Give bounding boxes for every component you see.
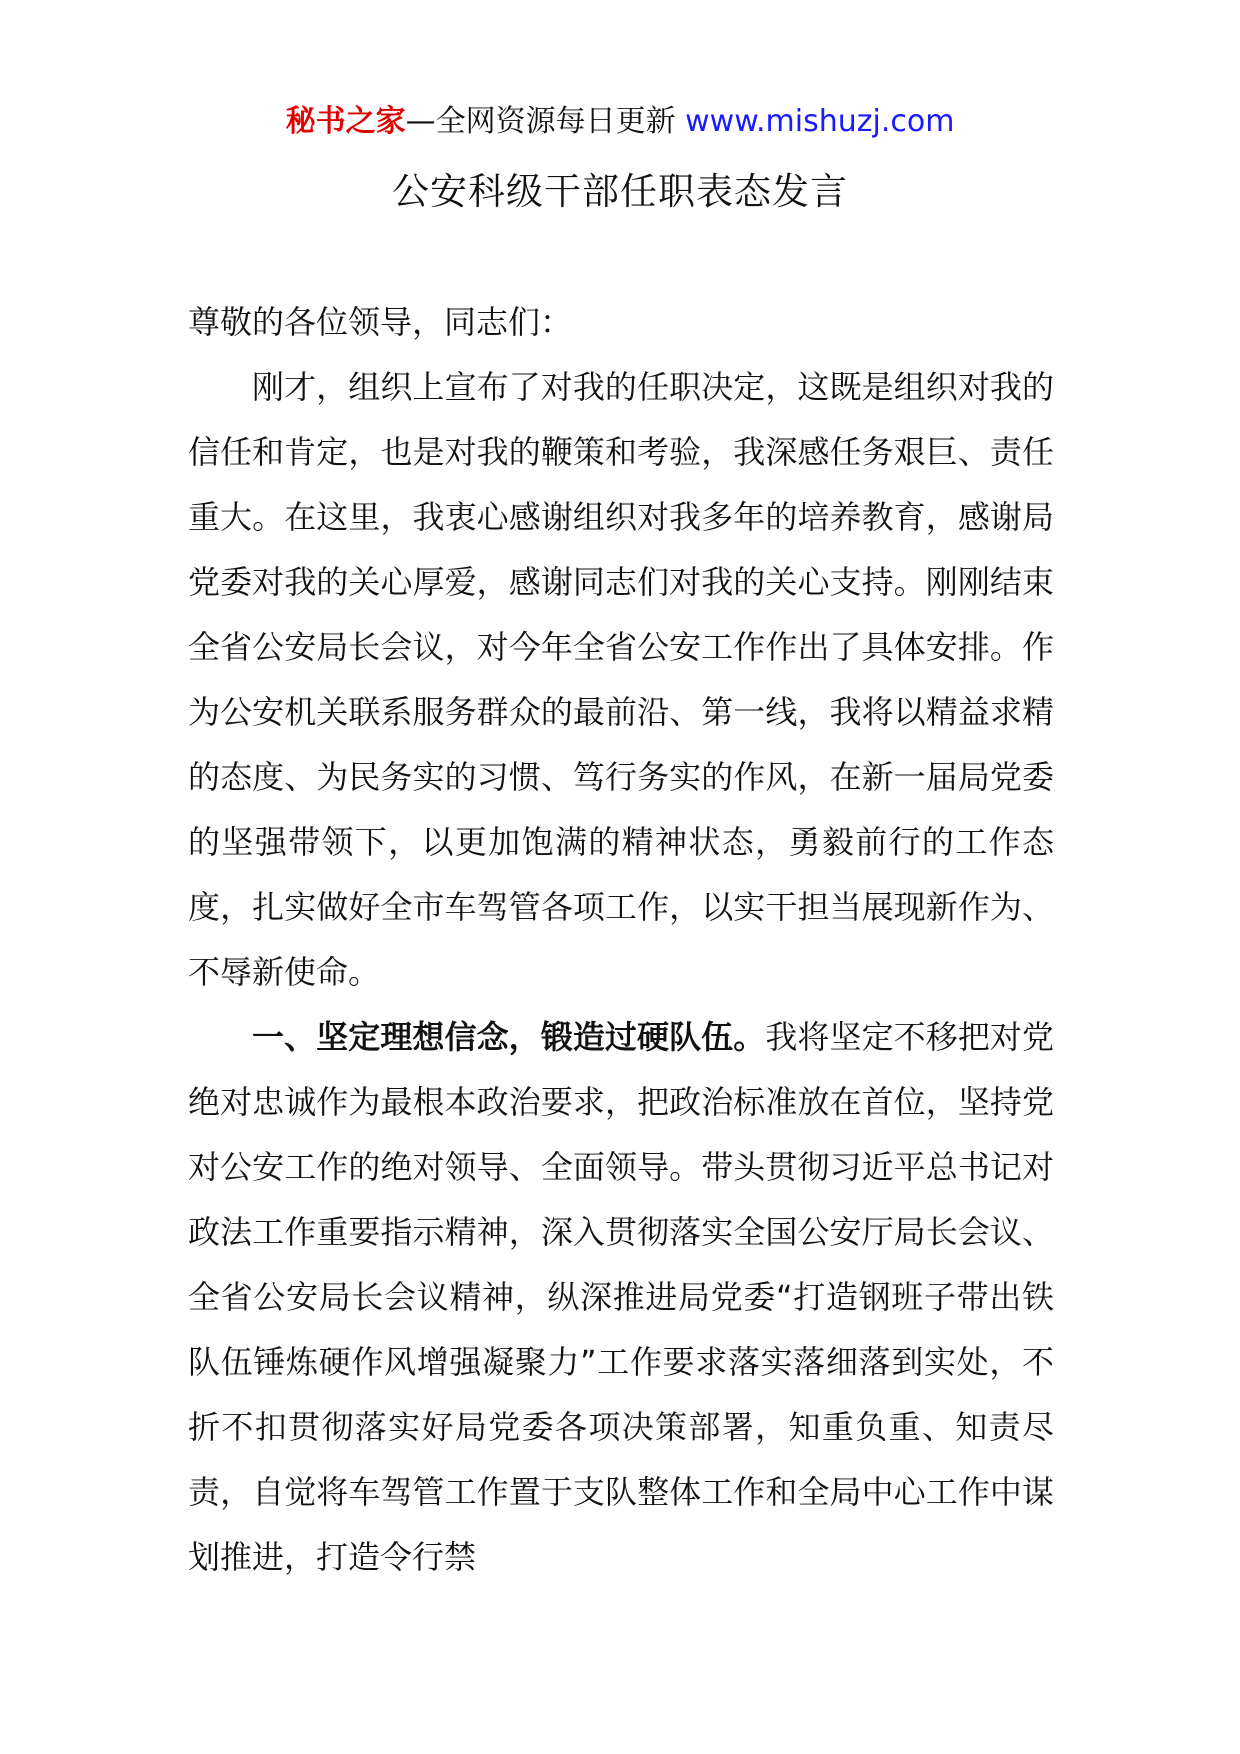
- paragraph-2-body: 我将坚定不移把对党绝对忠诚作为最根本政治要求，把政治标准放在首位，坚持党对公安工作的绝对领导、全面领导。带头贯彻习近平总书记对政法工作重要指示精神，深入贯彻落实全国公安厅局长会议、全省公安局长会议精神，纵深推进局党委“打造钢班子带出铁队伍锤炼硬作风增强凝聚力”工作要求落实落细落到实处，不折不扣贯彻落实好局党委各项决策部署，知重负重、知责尽责，自觉将车驾管工作置于支队整体工作和全局中心工作中谋划推进，打造令行禁: [188, 1018, 1054, 1576]
- paragraph-1: 刚才，组织上宣布了对我的任职决定，这既是组织对我的信任和肯定，也是对我的鞭策和考验，我深感任务艰巨、责任重大。在这里，我衷心感谢组织对我多年的培养教育，感谢局党委对我的关心厚爱，感谢同志们对我的关心支持。刚刚结束全省公安局长会议，对今年全省公安工作作出了具体安排。作为公安机关联系服务群众的最前沿、第一线，我将以精益求精的态度、为民务实的习惯、笃行务实的作风，在新一届局党委的坚强带领下，以更加饱满的精神状态，勇毅前行的工作态度，扎实做好全市车驾管各项工作，以实干担当展现新作为、不辱新使命。: [188, 368, 1054, 991]
- document-body: [188, 290, 1054, 1590]
- section-heading-1: 一、坚定理想信念，锻造过硬队伍。: [252, 1018, 766, 1056]
- paragraph-2: [188, 1005, 1054, 1590]
- site-url-link[interactable]: www.mishuzj.com: [685, 104, 955, 139]
- site-name: 秘书之家: [285, 104, 406, 139]
- site-header: [0, 100, 1240, 144]
- site-slogan: —全网资源每日更新: [405, 104, 676, 139]
- salutation: 尊敬的各位领导，同志们：: [188, 303, 573, 341]
- document-title: 公安科级干部任职表态发言: [392, 170, 848, 213]
